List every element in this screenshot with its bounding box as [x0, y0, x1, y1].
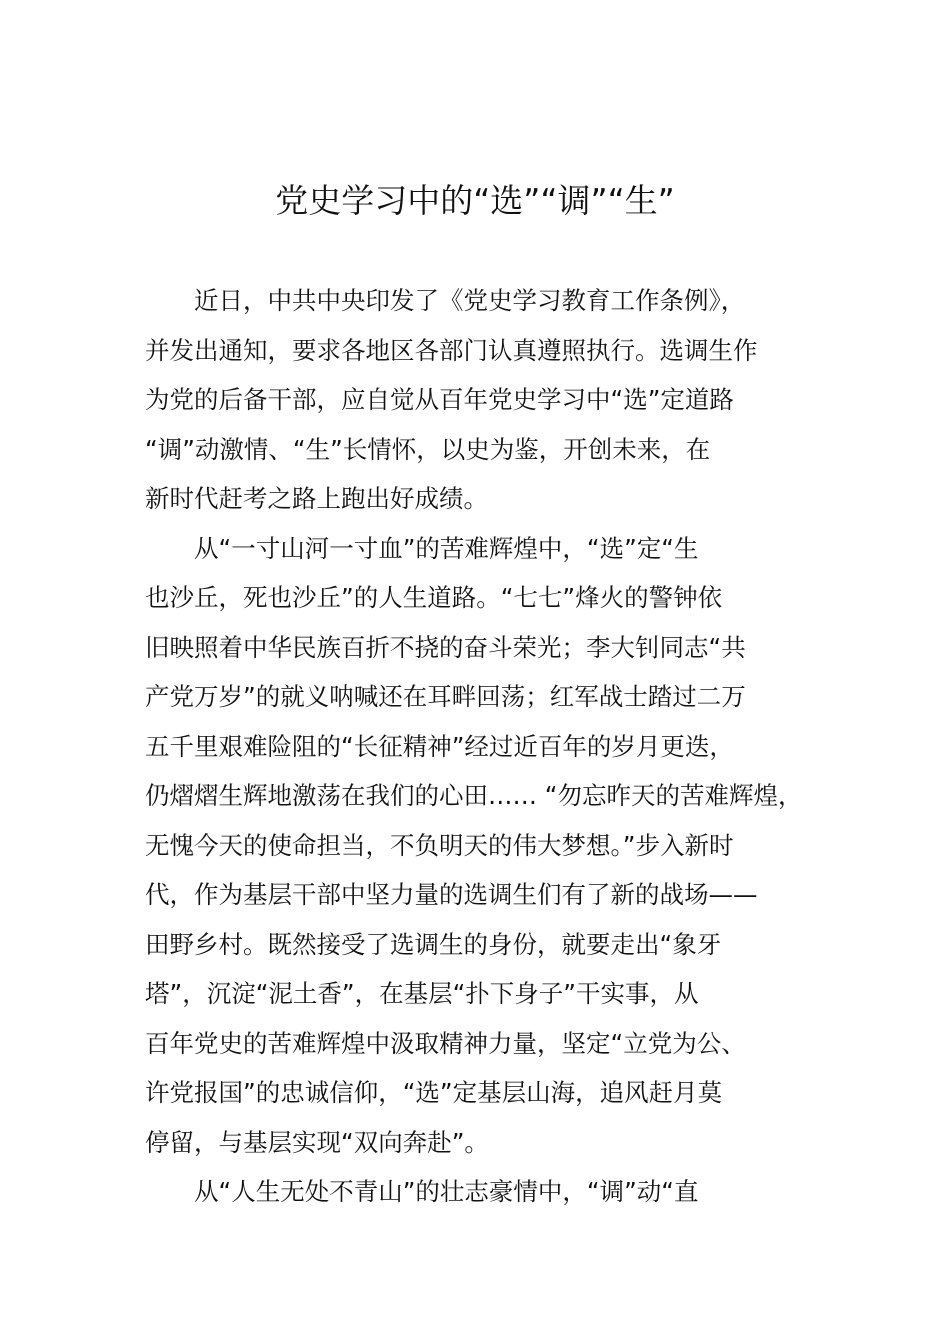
text-line: 近日，中共中央印发了《党史学习教育工作条例》，: [194, 286, 746, 315]
paragraph-2: [145, 524, 825, 1168]
text-line: “调”动激情、“生”长情怀，以史为鉴，开创未来，在: [145, 434, 711, 464]
text-line: 塔”，沉淀“泥土香”，在基层“扑下身子”干实事，从: [145, 979, 699, 1008]
text-line: 百年党史的苦难辉煌中汲取精神力量，坚定“立党为公、: [145, 1028, 746, 1058]
text-line: 无愧今天的使命担当，不负明天的伟大梦想。”步入新时: [145, 830, 734, 860]
text-line: 也沙丘，死也沙丘”的人生道路。“七七”烽火的警钟依: [145, 583, 723, 612]
text-line: 为党的后备干部，应自觉从百年党史学习中“选”定道路: [145, 385, 734, 414]
text-line: 产党万岁”的就义呐喊还在耳畔回荡；红军战士踏过二万: [145, 682, 746, 711]
text-line: 从“人生无处不青山”的壮志豪情中，“调”动“直: [194, 1177, 699, 1206]
paragraph-3: [145, 1167, 825, 1217]
text-line: 停留，与基层实现“双向奔赴”。: [145, 1127, 489, 1157]
text-line: 田野乡村。既然接受了选调生的身份，就要走出“象牙: [145, 929, 722, 959]
text-line: 许党报国”的忠诚信仰，“选”定基层山海，追风赶月莫: [145, 1078, 723, 1107]
text-line: 新时代赶考之路上跑出好成绩。: [145, 484, 488, 513]
document-body: [145, 276, 825, 1217]
text-line: 从“一寸山河一寸血”的苦难辉煌中，“选”定“生: [194, 533, 699, 563]
text-line: 旧映照着中华民族百折不挠的奋斗荣光；李大钊同志“共: [145, 632, 746, 662]
document-title: 党史学习中的“选”“调”“生”: [275, 181, 675, 220]
text-line: 五千里艰难险阻的“长征精神”经过近百年的岁月更迭，: [145, 731, 734, 761]
paragraph-1: [145, 276, 825, 524]
text-line: 并发出通知，要求各地区各部门认真遵照执行。选调生作: [145, 335, 758, 365]
text-line: 代，作为基层干部中坚力量的选调生们有了新的战场——: [145, 880, 758, 909]
text-line: 仍熠熠生辉地激荡在我们的心田…… “勿忘昨天的苦难辉煌，: [145, 781, 803, 810]
